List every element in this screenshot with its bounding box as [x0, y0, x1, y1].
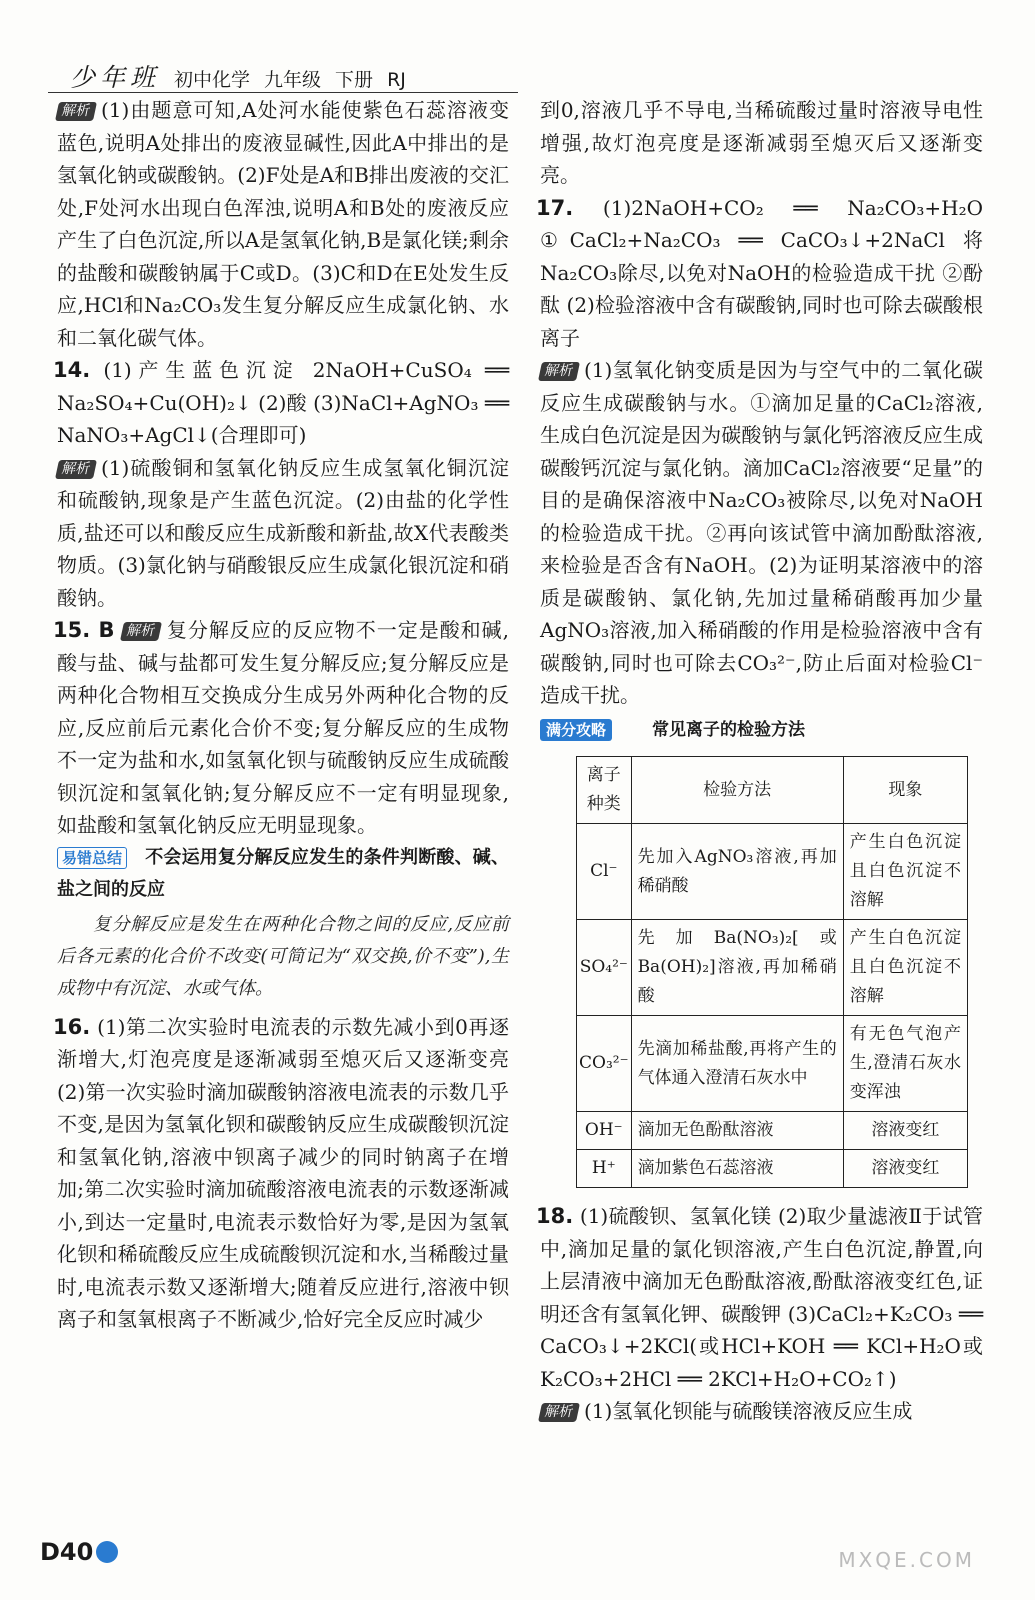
- answer-16: 16. (1)第二次实验时电流表的示数先减小到0再逐渐增大,灯泡亮度是逐渐减弱至熄灭后又逐渐变亮 (2)第一次实验时滴加碳酸钠溶液电流表的示数几乎不变,是因为氢氧化钡和碳酸钠反应生成碳酸钡沉淀和氢氧化钠,溶液中钡离子减少的同时钠离子在增加;第二次实验时滴加硫酸溶液电流表的示数逐渐减小,到达一定量时,电流表示数恰好为零,是因为氢氧化钡和稀硫酸反应生成硫酸钡沉淀和水,当稀酸过量时,电流表示数又逐渐增大;随着反应进行,溶液中钡离子和氢氧根离子不断减少,恰好完全反应时减少: [53, 1014, 510, 1331]
- table-row: [577, 1016, 968, 1112]
- ion-test-table: [576, 756, 968, 1188]
- analysis-18: 解析 (1)氢氧化钡能与硫酸镁溶液反应生成: [540, 1395, 983, 1428]
- answer-16-continued: 到0,溶液几乎不导电,当稀硫酸过量时溶液导电性增强,故灯泡亮度是逐渐减弱至熄灭后又逐渐变亮。: [540, 98, 983, 187]
- table-header-row: [577, 757, 968, 824]
- ion-cell: Cl⁻: [577, 824, 632, 920]
- page-number: D40: [40, 1538, 118, 1566]
- analysis-13: 解析 (1)由题意可知,A处河水能使紫色石蕊溶液变蓝色,说明A处排出的废液显碱性,因此A中排出的是氢氧化钠或碳酸钠。(2)F处是A和B排出废液的交汇处,F处河水出现白色浑浊,说明A和B处的废液反应产生了白色沉淀,所以A是氢氧化钠,B是氯化镁;剩余的盐酸和碳酸钠属于C或D。(3)C和D在E处发生反应,HCl和Na₂CO₃发生复分解反应生成氯化钠、水和二氧化碳气体。: [57, 94, 509, 354]
- analysis-tag: 解析: [55, 102, 97, 121]
- result-cell: 溶液变红: [843, 1112, 967, 1150]
- table-row: [577, 920, 968, 1016]
- header-grade: 九年级: [264, 69, 322, 91]
- ion-cell: SO₄²⁻: [577, 920, 632, 1016]
- left-column: [53, 94, 510, 1336]
- method-cell: 滴加无色酚酞溶液: [631, 1112, 843, 1150]
- header-edition: RJ: [387, 69, 406, 91]
- error-summary-heading: 易错总结 不会运用复分解反应发生的条件判断酸、碱、盐之间的反应: [57, 846, 509, 900]
- method-cell: 先加Ba(NO₃)₂[或Ba(OH)₂]溶液,再加稀硝酸: [631, 920, 843, 1016]
- table-row: [577, 1150, 968, 1188]
- header-ion: 离子种类: [577, 757, 632, 824]
- error-summary-body: 复分解反应是发生在两种化合物之间的反应,反应前后各元素的化合价不改变(可简记为“双交换,价不变”),生成物中有沉淀、水或气体。: [57, 913, 509, 999]
- analysis-14: 解析 (1)硫酸铜和氢氧化钠反应生成氢氧化铜沉淀和硫酸钠,现象是产生蓝色沉淀。(2)由盐的化学性质,盐还可以和酸反应生成新酸和新盐,故X代表酸类物质。(3)氯化钠与硝酸银反应生成氯化银沉淀和硝酸钠。: [57, 452, 509, 615]
- page-header: [70, 58, 406, 94]
- brand-logo: 少年班: [70, 63, 161, 92]
- right-column: [536, 94, 983, 1428]
- method-cell: 先加入AgNO₃溶液,再加稀硝酸: [631, 824, 843, 920]
- header-method: 检验方法: [631, 757, 843, 824]
- result-cell: 有无色气泡产生,澄清石灰水变浑浊: [843, 1016, 967, 1112]
- page-dot-icon: [96, 1541, 118, 1563]
- watermark: MXQE.COM: [838, 1548, 975, 1572]
- ion-cell: H⁺: [577, 1150, 632, 1188]
- ion-cell: CO₃²⁻: [577, 1016, 632, 1112]
- header-divider: [48, 92, 518, 93]
- full-score-tag: 满分攻略: [540, 719, 612, 741]
- analysis-tag: 解析: [538, 1403, 580, 1422]
- method-cell: 滴加紫色石蕊溶液: [631, 1150, 843, 1188]
- result-cell: 产生白色沉淀且白色沉淀不溶解: [843, 920, 967, 1016]
- answer-15: 15. B 解析 复分解反应的反应物不一定是酸和碱,酸与盐、碱与盐都可发生复分解反应;复分解反应是两种化合物相互交换成分生成另外两种化合物的反应,反应前后元素化合价不变;复分解反应的生成物不一定为盐和水,如氢氧化钡与硫酸钠反应生成硫酸钡沉淀和氢氧化钠;复分解反应不一定有明显现象,如盐酸和氢氧化钠反应无明显现象。: [53, 618, 510, 837]
- table-title: 常见离子的检验方法: [652, 719, 806, 740]
- full-score-heading: [540, 712, 983, 747]
- result-cell: 产生白色沉淀且白色沉淀不溶解: [843, 824, 967, 920]
- error-summary-tag: 易错总结: [57, 847, 127, 869]
- ion-cell: OH⁻: [577, 1112, 632, 1150]
- analysis-17: 解析 (1)氢氧化钠变质是因为与空气中的二氧化碳反应生成碳酸钠与水。①滴加足量的CaCl₂溶液,生成白色沉淀是因为碳酸钠与氯化钙溶液反应生成碳酸钙沉淀与氯化钠。滴加CaCl₂溶液要“足量”的目的是确保溶液中Na₂CO₃被除尽,以免对NaOH的检验造成干扰。②再向该试管中滴加酚酞溶液,来检验是否含有NaOH。(2)为证明某溶液中的溶质是碳酸钠、氯化钠,先加过量稀硝酸再加少量AgNO₃溶液,加入稀硝酸的作用是检验溶液中含有碳酸钠,同时也可除去CO₃²⁻,防止后面对检验Cl⁻造成干扰。: [540, 354, 983, 712]
- answer-14: 14. (1)产生蓝色沉淀 2NaOH+CuSO₄ ══ Na₂SO₄+Cu(OH)₂↓ (2)酸 (3)NaCl+AgNO₃ ══ NaNO₃+AgCl↓(合理即可): [53, 358, 509, 447]
- analysis-tag: 解析: [55, 460, 97, 479]
- answer-18: 18. (1)硫酸钡、氢氧化镁 (2)取少量滤液Ⅱ于试管中,滴加足量的氯化钡溶液,产生白色沉淀,静置,向上层清液中滴加无色酚酞溶液,酚酞溶液变红色,证明还含有氢氧化钾、碳酸钾 (3)CaCl₂+K₂CO₃ ══ CaCO₃↓+2KCl(或HCl+KOH ══ KCl+H₂O或K₂CO₃+2HCl ══ 2KCl+H₂O+CO₂↑): [536, 1204, 983, 1391]
- table-row: [577, 824, 968, 920]
- analysis-tag: 解析: [120, 622, 162, 641]
- header-subject: 初中化学: [174, 69, 251, 91]
- table-row: [577, 1112, 968, 1150]
- header-volume: 下册: [335, 69, 374, 91]
- answer-17: 17. (1)2NaOH+CO₂ ══ Na₂CO₃+H₂O ①CaCl₂+Na₂CO₃ ══ CaCO₃↓+2NaCl 将Na₂CO₃除尽,以免对NaOH的检验造成干扰 ②酚酞 (2)检验溶液中含有碳酸钠,同时也可除去碳酸根离子: [536, 195, 983, 350]
- header-result: 现象: [843, 757, 967, 824]
- result-cell: 溶液变红: [843, 1150, 967, 1188]
- method-cell: 先滴加稀盐酸,再将产生的气体通入澄清石灰水中: [631, 1016, 843, 1112]
- analysis-tag: 解析: [538, 362, 580, 381]
